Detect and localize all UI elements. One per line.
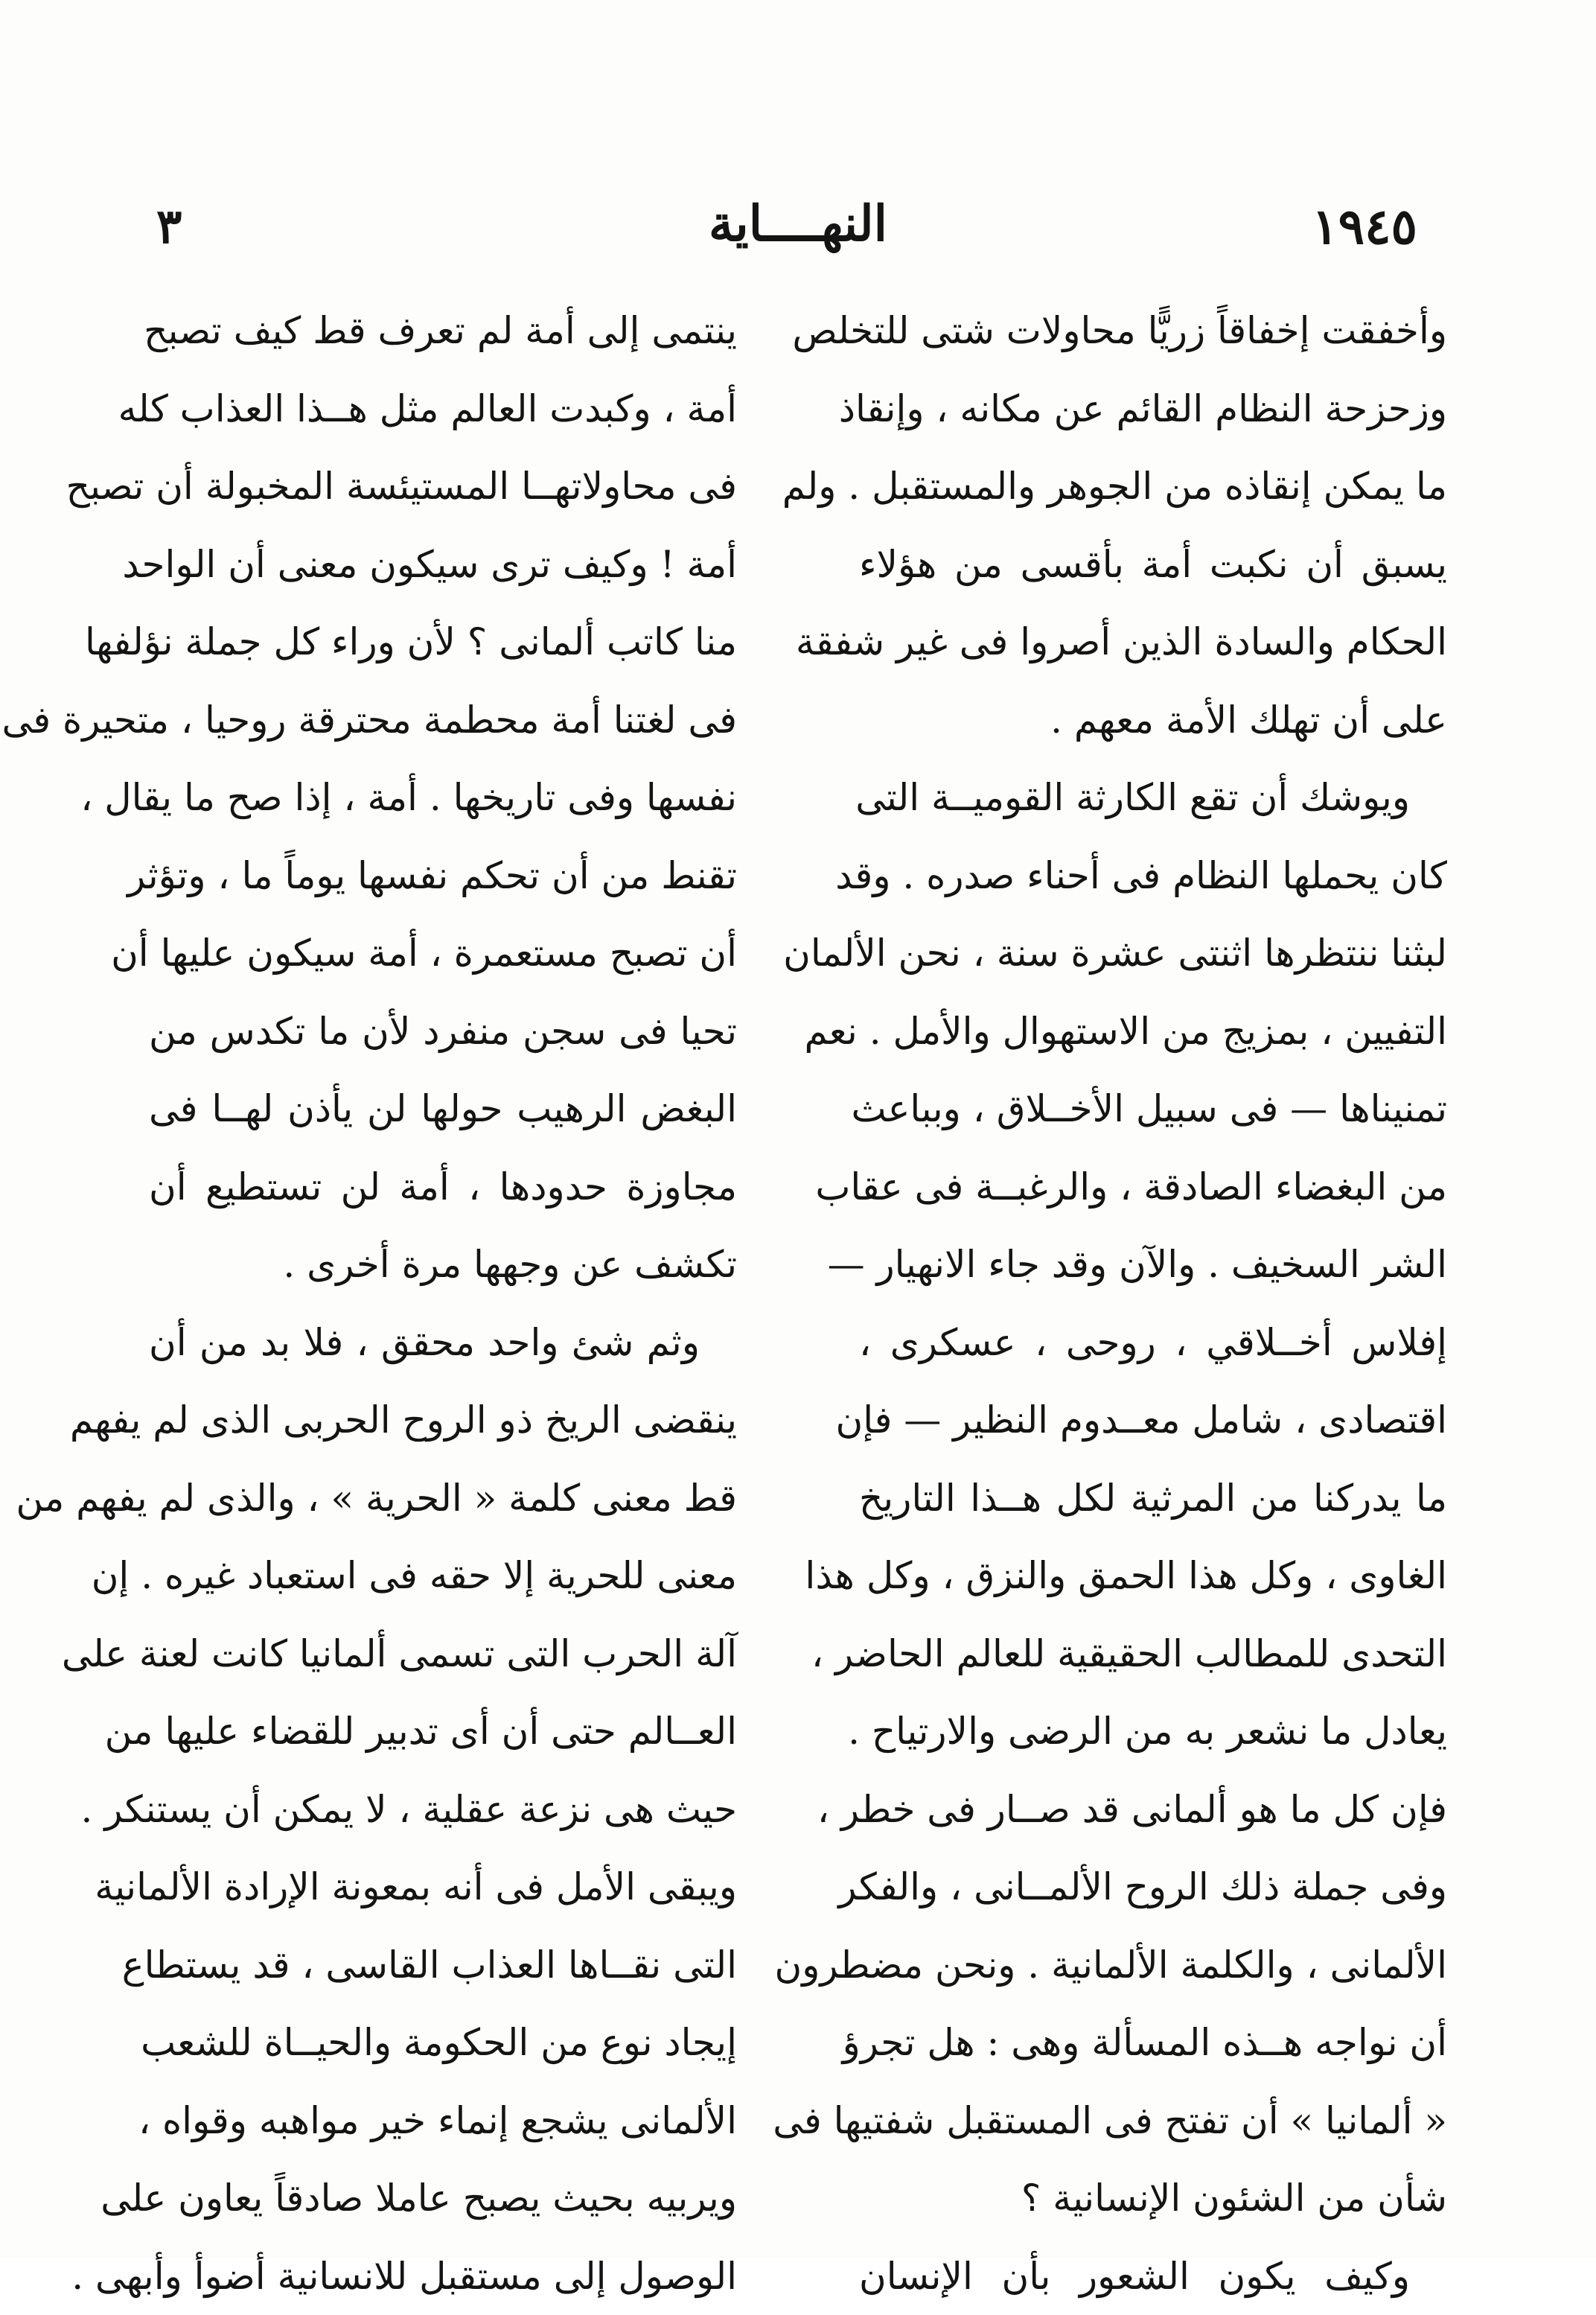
text-line: لبثنا ننتظرها اثنتى عشرة سنة ، نحن الألمان (859, 914, 1447, 993)
text-line: وأخفقت إخفاقاً زريًّا محاولات شتى للتخلص (859, 292, 1447, 370)
text-line: تمنيناها — فى سبيل الأخــلاق ، وبباعث (859, 1070, 1447, 1148)
text-line: تكشف عن وجهها مرة أخرى . (149, 1226, 737, 1304)
left-text-column (149, 292, 737, 2315)
text-line: ما يمكن إنقاذه من الجوهر والمستقبل . ولم (859, 448, 1447, 526)
text-line: الحكام والسادة الذين أصروا فى غير شفقة (859, 603, 1447, 681)
text-line: فى لغتنا أمة محطمة محترقة روحيا ، متحيرة فى (149, 681, 737, 760)
text-line: التفيين ، بمزيج من الاستهوال والأمل . نعم (859, 993, 1447, 1071)
text-line: تقنط من أن تحكم نفسها يوماً ما ، وتؤثر (149, 837, 737, 915)
text-line: يعادل ما نشعر به من الرضى والارتياح . (859, 1693, 1447, 1771)
right-text-column (859, 292, 1447, 2315)
page-number: ٣ (156, 199, 182, 255)
text-line: منا كاتب ألمانى ؟ لأن وراء كل جملة نؤلفها (149, 603, 737, 681)
text-line: على أن تهلك الأمة معهم . (859, 681, 1447, 760)
header-year: ١٩٤٥ (1312, 197, 1417, 255)
text-line: نفسها وفى تاريخها . أمة ، إذا صح ما يقال ، (149, 759, 737, 837)
text-line: إفلاس أخــلاقي ، روحى ، عسكرى ، (859, 1304, 1447, 1382)
text-line: الغاوى ، وكل هذا الحمق والنزق ، وكل هذا (859, 1537, 1447, 1615)
text-line: مجاوزة حدودها ، أمة لن تستطيع أن (149, 1148, 737, 1226)
text-line: أن تصبح مستعمرة ، أمة سيكون عليها أن (149, 914, 737, 993)
text-line: ويبقى الأمل فى أنه بمعونة الإرادة الألمانية (149, 1848, 737, 1926)
text-line: التحدى للمطالب الحقيقية للعالم الحاضر ، (859, 1615, 1447, 1693)
text-line: أمة ! وكيف ترى سيكون معنى أن الواحد (149, 526, 737, 604)
text-line: وفى جملة ذلك الروح الألمــانى ، والفكر (859, 1848, 1447, 1926)
text-line: التى نقــاها العذاب القاسى ، قد يستطاع (149, 1926, 737, 2004)
text-line: معنى للحرية إلا حقه فى استعباد غيره . إن (149, 1537, 737, 1615)
text-line: كان يحملها النظام فى أحناء صدره . وقد (859, 837, 1447, 915)
text-line: البغض الرهيب حولها لن يأذن لهــا فى (149, 1070, 737, 1148)
text-line: ويربيه بحيث يصبح عاملا صادقاً يعاون على (149, 2159, 737, 2238)
text-line: من البغضاء الصادقة ، والرغبــة فى عقاب (859, 1148, 1447, 1226)
text-line: الشر السخيف . والآن وقد جاء الانهيار — (859, 1226, 1447, 1304)
text-line: إيجاد نوع من الحكومة والحيــاة للشعب (149, 2004, 737, 2082)
text-line: فى محاولاتهــا المستيئسة المخبولة أن تصبح (149, 448, 737, 526)
text-line: ينتمى إلى أمة لم تعرف قط كيف تصبح (149, 292, 737, 370)
running-header (149, 190, 1447, 279)
text-line: وكيف يكون الشعور بأن الإنسان (859, 2238, 1447, 2315)
text-line: آلة الحرب التى تسمى ألمانيا كانت لعنة على (149, 1615, 737, 1693)
text-line: وثم شئ واحد محقق ، فلا بد من أن (149, 1304, 737, 1382)
text-line: يسبق أن نكبت أمة بأقسى من هؤلاء (859, 526, 1447, 604)
text-line: تحيا فى سجن منفرد لأن ما تكدس من (149, 993, 737, 1071)
text-line: ينقضى الريخ ذو الروح الحربى الذى لم يفهم (149, 1381, 737, 1459)
text-line: « ألمانيا » أن تفتح فى المستقبل شفتيها فى (859, 2082, 1447, 2160)
text-line: ويوشك أن تقع الكارثة القوميــة التى (859, 759, 1447, 837)
text-line: فإن كل ما هو ألمانى قد صــار فى خطر ، (859, 1771, 1447, 1849)
text-line: شأن من الشئون الإنسانية ؟ (859, 2159, 1447, 2238)
text-line: الوصول إلى مستقبل للانسانية أضوأ وأبهى . (149, 2238, 737, 2315)
text-line: الألمانى ، والكلمة الألمانية . ونحن مضطرون (859, 1926, 1447, 2004)
text-line: الألمانى يشجع إنماء خير مواهبه وقواه ، (149, 2082, 737, 2160)
text-line: أن نواجه هــذه المسألة وهى : هل تجرؤ (859, 2004, 1447, 2082)
text-line: وزحزحة النظام القائم عن مكانه ، وإنقاذ (859, 370, 1447, 448)
text-line: قط معنى كلمة « الحرية » ، والذى لم يفهم من (149, 1459, 737, 1538)
header-title: النهــــاية (149, 194, 1447, 252)
text-line: اقتصادى ، شامل معــدوم النظير — فإن (859, 1381, 1447, 1459)
text-line: حيث هى نزعة عقلية ، لا يمكن أن يستنكر . (149, 1771, 737, 1849)
text-line: أمة ، وكبدت العالم مثل هــذا العذاب كله (149, 370, 737, 448)
text-line: العــالم حتى أن أى تدبير للقضاء عليها من (149, 1693, 737, 1771)
text-line: ما يدركنا من المرثية لكل هــذا التاريخ (859, 1459, 1447, 1538)
